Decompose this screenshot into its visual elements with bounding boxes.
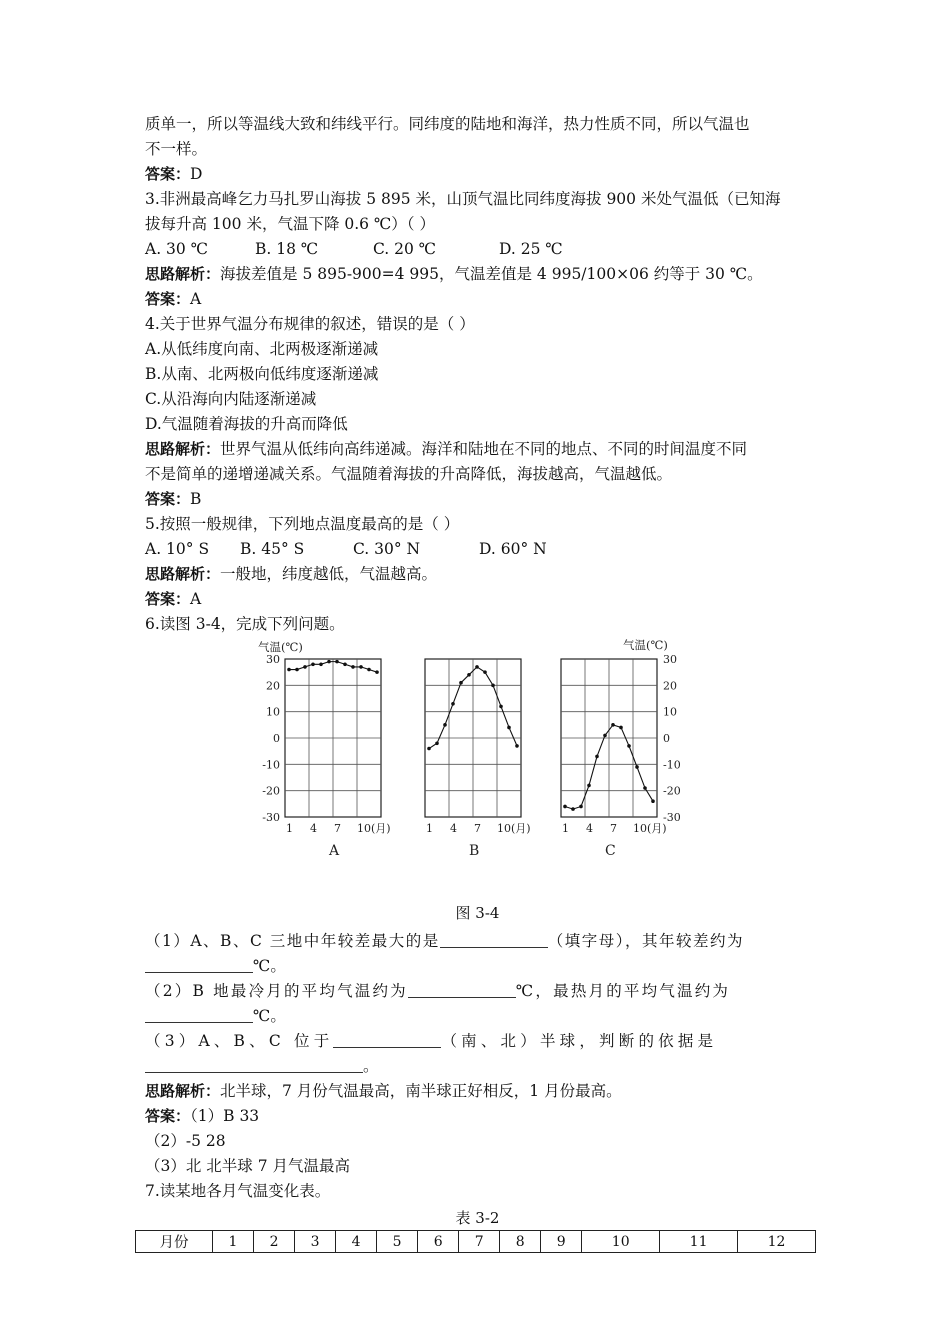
y-tick-label-right: 20 <box>663 679 677 693</box>
data-point <box>327 660 331 664</box>
data-point <box>515 744 519 748</box>
answer-1: （1）B 33 <box>190 1107 260 1125</box>
data-point <box>595 755 599 759</box>
data-point <box>343 662 347 666</box>
month-cell: 2 <box>254 1231 295 1253</box>
climate-chart-figure <box>145 637 810 899</box>
answer-value: B <box>190 490 202 508</box>
data-point <box>563 805 567 809</box>
q4-analysis-line-2: 不是简单的递增递减关系。气温随着海拔的升高降低，海拔越高，气温越低。 <box>145 465 673 483</box>
q3-stem-line-1: 3.非洲最高峰乞力马扎罗山海拔 5 895 米，山顶气温比同纬度海拔 900 米处气温低（已知海 <box>145 190 781 208</box>
y-tick-label-left: -20 <box>262 784 280 798</box>
x-tick-label: 7 <box>610 822 617 835</box>
analysis-text: 一般地，纬度越低，气温越高。 <box>220 565 438 583</box>
answer-label: 答案： <box>145 590 191 608</box>
analysis-text: 世界气温从低纬向高纬递减。海洋和陆地在不同的地点、不同的时间温度不同 <box>220 440 748 458</box>
y-tick-label-right: -30 <box>663 811 681 824</box>
data-point <box>335 660 339 664</box>
q6-analysis <box>145 1079 810 1104</box>
month-cell: 7 <box>459 1231 500 1253</box>
sub2-text-c: ℃。 <box>253 1007 286 1025</box>
x-tick-label: 7 <box>334 822 341 835</box>
blank-4[interactable] <box>145 1006 253 1023</box>
option-c: C. 20 ℃ <box>373 240 437 258</box>
option-a: A. 30 ℃ <box>145 240 209 258</box>
data-point <box>619 726 623 730</box>
data-point <box>499 705 503 709</box>
month-cell: 8 <box>500 1231 541 1253</box>
panel-label: C <box>605 843 616 859</box>
option-d: D. 60° N <box>479 540 547 558</box>
q7-stem: 7.读某地各月气温变化表。 <box>145 1182 331 1200</box>
answer-value: A <box>190 290 202 308</box>
panel-label: B <box>469 843 480 859</box>
q5-options <box>145 537 810 562</box>
sub2-text-a: （2）B 地最冷月的平均气温约为 <box>145 982 408 1000</box>
q4-stem: 4.关于世界气温分布规律的叙述，错误的是（ ） <box>145 315 475 333</box>
x-tick-label: 10(月) <box>633 822 667 835</box>
option-b: B. 45° S <box>240 540 305 558</box>
intro-line-2: 不一样。 <box>145 140 208 158</box>
data-point <box>303 665 307 669</box>
q4-option-b: B.从南、北两极向低纬度逐渐递减 <box>145 365 379 383</box>
q6-sub3-cont <box>145 1054 810 1079</box>
y-tick-label-left: 20 <box>266 679 280 693</box>
month-cell: 5 <box>377 1231 418 1253</box>
y-tick-label-right: 10 <box>663 705 677 719</box>
month-cell: 10 <box>582 1231 660 1253</box>
temperature-charts <box>145 637 810 899</box>
table-caption: 表 3-2 <box>455 1209 500 1227</box>
q3-analysis <box>145 262 810 287</box>
q3-stem-line-2: 拔每升高 100 米，气温下降 0.6 ℃）（ ） <box>145 215 435 233</box>
y-tick-label-right: -20 <box>663 784 681 798</box>
data-point <box>467 673 471 677</box>
answer-label: 答案： <box>145 290 191 308</box>
q6-answer-3: （3）北 北半球 7 月气温最高 <box>145 1157 351 1175</box>
sub2-text-b: ℃，最热月的平均气温约为 <box>515 982 731 1000</box>
data-point <box>603 734 607 738</box>
blank-6[interactable] <box>145 1056 363 1073</box>
data-point <box>491 684 495 688</box>
blank-5[interactable] <box>333 1031 441 1048</box>
x-tick-label: 1 <box>286 822 293 835</box>
month-cell: 1 <box>213 1231 254 1253</box>
analysis-text: 北半球，7 月份气温最高，南半球正好相反，1 月份最高。 <box>220 1082 622 1100</box>
y-axis-title-left: 气温(℃) <box>258 640 303 654</box>
y-tick-label-right: 30 <box>663 653 677 666</box>
data-point <box>627 744 631 748</box>
y-tick-label-left: 10 <box>266 705 280 719</box>
month-cell: 11 <box>660 1231 738 1253</box>
monthly-temperature-table <box>135 1230 816 1253</box>
q6-sub2-cont <box>145 1004 810 1029</box>
sub1-text-b: （填字母），其年较差约为 <box>547 932 744 950</box>
answer-value: D <box>190 165 203 183</box>
answer-label: 答案： <box>145 1107 191 1125</box>
y-tick-label-left: -10 <box>262 758 280 772</box>
analysis-label: 思路解析： <box>145 565 221 583</box>
data-point <box>571 807 575 811</box>
q6-stem: 6.读图 3-4，完成下列问题。 <box>145 615 345 633</box>
intro-answer <box>145 162 810 187</box>
data-point <box>427 747 431 751</box>
q6-sub1-cont <box>145 954 810 979</box>
data-point <box>635 765 639 769</box>
x-tick-label: 10(月) <box>357 822 391 835</box>
data-point <box>643 786 647 790</box>
data-point <box>587 784 591 788</box>
q6-sub1 <box>145 929 810 954</box>
data-point <box>459 681 463 685</box>
x-tick-label: 4 <box>450 822 457 835</box>
data-point <box>311 662 315 666</box>
x-tick-label: 1 <box>426 822 433 835</box>
month-cell: 12 <box>738 1231 816 1253</box>
blank-3[interactable] <box>408 981 516 998</box>
sub1-text-a: （1）A、B、C 三地中年较差最大的是 <box>145 932 440 950</box>
document-page <box>145 112 810 1253</box>
table-row <box>136 1231 816 1253</box>
analysis-label: 思路解析： <box>145 1082 221 1100</box>
q6-answer-2: （2）-5 28 <box>145 1132 226 1150</box>
data-point <box>375 670 379 674</box>
data-point <box>451 702 455 706</box>
analysis-text: 海拔差值是 5 895-900=4 995，气温差值是 4 995/100×06 约等于 30 ℃。 <box>220 265 763 283</box>
option-b: B. 18 ℃ <box>255 240 319 258</box>
option-c: C. 30° N <box>353 540 421 558</box>
q5-answer <box>145 587 810 612</box>
data-point <box>443 723 447 727</box>
data-point <box>367 668 371 672</box>
analysis-label: 思路解析： <box>145 440 221 458</box>
sub3-text-a: （3）A、B、C 位于 <box>145 1032 334 1050</box>
data-point <box>359 665 363 669</box>
y-axis-title-right: 气温(℃) <box>623 638 668 652</box>
q5-analysis <box>145 562 810 587</box>
intro-line-1: 质单一，所以等温线大致和纬线平行。同纬度的陆地和海洋，热力性质不同，所以气温也 <box>145 115 750 133</box>
figure-caption: 图 3-4 <box>455 904 500 922</box>
option-a: A. 10° S <box>145 540 210 558</box>
q6-sub2 <box>145 979 810 1004</box>
data-point <box>651 799 655 803</box>
q3-answer <box>145 287 810 312</box>
y-tick-label-left: 30 <box>266 653 280 666</box>
data-point <box>507 726 511 730</box>
data-point <box>483 670 487 674</box>
data-point <box>435 741 439 745</box>
x-tick-label: 7 <box>474 822 481 835</box>
sub3-text-b: （南、北）半球，判断的依据是 <box>441 1032 718 1050</box>
y-tick-label-right: -10 <box>663 758 681 772</box>
q4-option-d: D.气温随着海拔的升高而降低 <box>145 415 348 433</box>
y-tick-label-left: -30 <box>262 811 280 824</box>
data-point <box>579 805 583 809</box>
q4-option-c: C.从沿海向内陆逐渐递减 <box>145 390 317 408</box>
month-cell: 3 <box>295 1231 336 1253</box>
row-header: 月份 <box>136 1231 213 1253</box>
q3-options <box>145 237 810 262</box>
data-point <box>319 662 323 666</box>
q4-option-a: A.从低纬度向南、北两极逐渐递减 <box>145 340 379 358</box>
answer-label: 答案： <box>145 490 191 508</box>
blank-2[interactable] <box>145 956 253 973</box>
y-tick-label-right: 0 <box>663 732 670 745</box>
month-cell: 6 <box>418 1231 459 1253</box>
answer-label: 答案： <box>145 165 191 183</box>
y-tick-label-left: 0 <box>273 732 280 745</box>
q4-analysis-line-1 <box>145 437 810 462</box>
option-d: D. 25 ℃ <box>499 240 563 258</box>
month-cell: 9 <box>541 1231 582 1253</box>
q6-answer <box>145 1104 810 1129</box>
sub1-text-c: ℃。 <box>253 957 286 975</box>
analysis-label: 思路解析： <box>145 265 221 283</box>
month-cell: 4 <box>336 1231 377 1253</box>
data-point <box>351 665 355 669</box>
sub3-text-c: 。 <box>363 1057 379 1075</box>
x-tick-label: 10(月) <box>497 822 531 835</box>
data-point <box>475 665 479 669</box>
x-tick-label: 4 <box>586 822 593 835</box>
panel-label: A <box>329 843 340 859</box>
data-point <box>287 668 291 672</box>
q4-answer <box>145 487 810 512</box>
x-tick-label: 4 <box>310 822 317 835</box>
x-tick-label: 1 <box>562 822 569 835</box>
blank-1[interactable] <box>440 931 548 948</box>
data-point <box>295 668 299 672</box>
answer-value: A <box>190 590 202 608</box>
data-point <box>611 723 615 727</box>
q5-stem: 5.按照一般规律，下列地点温度最高的是（ ） <box>145 515 460 533</box>
q6-sub3 <box>145 1029 810 1054</box>
